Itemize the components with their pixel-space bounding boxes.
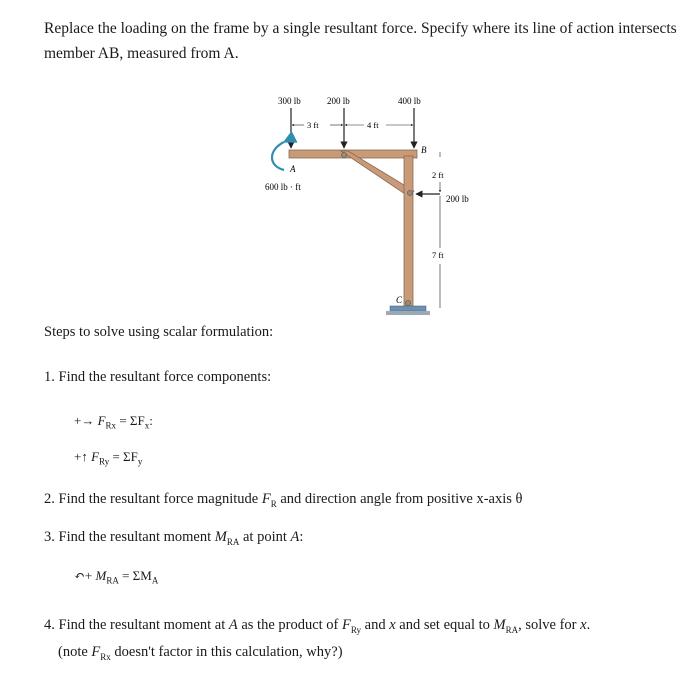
pin-c (405, 300, 410, 305)
step-4-x2: x (580, 617, 587, 633)
equation-fx-rhs-sub: x (144, 420, 150, 431)
equation-fy-rhs-sub: y (137, 456, 143, 467)
step-4-note-b: doesn't factor in this calculation, why?) (110, 643, 343, 660)
dim-7ft-label: 7 ft (432, 250, 444, 260)
equation-fy-lhs-sub: Ry (99, 456, 110, 467)
step-4-line-2 (44, 641, 684, 668)
label-a: A (290, 164, 296, 174)
equation-fy-arrow: +↑ (74, 449, 88, 464)
equation-fy-lhs: F (91, 449, 100, 464)
step-4-note-a: (note (58, 643, 92, 660)
step-3-text-c: : (299, 529, 304, 545)
label-c: C (396, 295, 403, 305)
step-4-a: A (228, 617, 238, 633)
step-4-text-e: , solve for (518, 617, 581, 633)
load-400-label: 400 lb (398, 96, 421, 106)
step-4-note-f-sub: Rx (100, 651, 111, 662)
step-4-text-a: 4. Find the resultant moment at (44, 617, 229, 633)
step-4-f: F (342, 617, 351, 633)
equation-fx-lhs-sub: Rx (105, 420, 117, 431)
load-200-label: 200 lb (327, 96, 350, 106)
moment-label: 600 lb · ft (265, 182, 301, 192)
equation-fx-arrow: +→ (74, 413, 95, 428)
step-3-text-b: at point (239, 529, 291, 545)
step-4-text-d: and set equal to (395, 617, 494, 633)
step-4 (44, 614, 684, 668)
step-4-text-c: and (361, 617, 390, 633)
step-4-text-f: . (586, 617, 591, 633)
step-4-text-b: as the product of (237, 617, 343, 633)
problem-line-2: member AB, measured from A. (44, 45, 239, 62)
equation-fx-tail: : (149, 413, 153, 428)
vertical-column (404, 156, 413, 306)
equation-moment-rhs-sub: A (151, 575, 159, 586)
pin-brace-bottom (407, 190, 412, 195)
equation-moment-arrow: ↶+ (74, 568, 93, 583)
ground-hatch (386, 311, 430, 315)
step-2-f-sub: R (270, 498, 277, 509)
moment-arc (272, 142, 284, 170)
dim-2ft-label: 2 ft (432, 170, 444, 180)
step-3-text-a: 3. Find the resultant moment (44, 529, 215, 545)
dim-3ft-label: 3 ft (307, 120, 319, 130)
step-2-text-a: 2. Find the resultant force magnitude (44, 491, 262, 507)
equation-moment-lhs-sub: RA (106, 575, 119, 586)
step-4-f-sub: Ry (350, 624, 362, 635)
equation-moment-rhs: = ΣM (118, 568, 152, 583)
frame-figure (0, 0, 696, 330)
pin-brace-top (341, 152, 346, 157)
step-3-a: A (290, 529, 300, 545)
equation-fy-rhs: = ΣF (109, 449, 138, 464)
load-300-label: 300 lb (278, 96, 301, 106)
step-3-m: M (214, 529, 227, 545)
equation-moment-lhs: M (92, 568, 107, 583)
label-b: B (421, 145, 427, 155)
steps-heading: Steps to solve using scalar formulation: (44, 324, 274, 340)
step-4-note-f: F (91, 643, 101, 660)
step-2-text-b: and direction angle from positive x-axis θ (276, 491, 523, 507)
step-4-m: M (493, 617, 506, 633)
equation-fx-rhs: = ΣF (116, 413, 145, 428)
dim-4ft-label: 4 ft (367, 120, 379, 130)
step-4-line-1 (44, 614, 684, 641)
step-4-m-sub: RA (505, 624, 519, 635)
load-200-horizontal-label: 200 lb (446, 194, 469, 204)
fixed-support (390, 306, 426, 311)
equation-fy (74, 449, 142, 467)
step-3-m-sub: RA (226, 536, 240, 547)
step-3 (44, 529, 303, 547)
step-2 (44, 491, 522, 509)
step-1: 1. Find the resultant force components: (44, 369, 272, 385)
equation-moment (74, 568, 158, 586)
equation-fx (74, 413, 153, 431)
step-2-f: F (261, 491, 271, 507)
step-4-x: x (389, 617, 396, 633)
equation-fx-lhs: F (97, 413, 106, 428)
problem-line-1: Replace the loading on the frame by a single resultant force. Specify where its line of action intersects (44, 20, 677, 37)
